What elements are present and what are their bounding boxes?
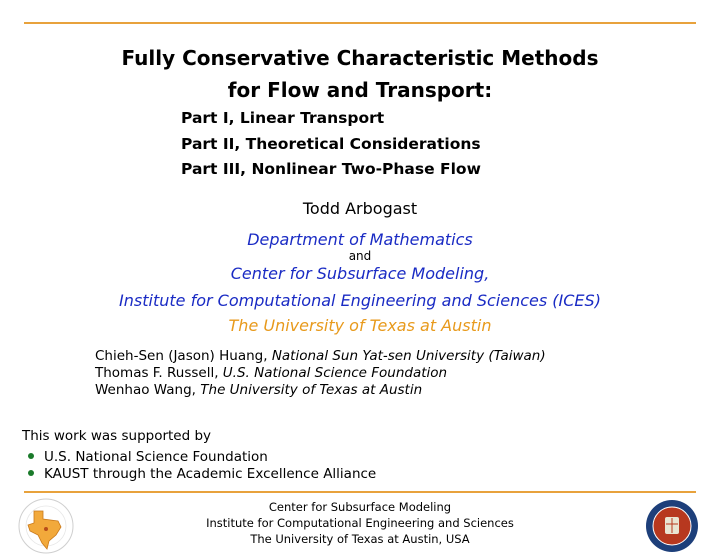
collaborator-2: [95, 365, 447, 381]
bottom-rule: [24, 491, 696, 493]
part-2: Part II, Theoretical Considerations: [181, 135, 481, 153]
bullet-icon: [28, 470, 34, 476]
collaborator-name: Thomas F. Russell,: [95, 365, 219, 381]
footer-line-3: The University of Texas at Austin, USA: [250, 532, 470, 546]
support-item-label: KAUST through the Academic Excellence Alliance: [44, 466, 377, 482]
footer-line-1: Center for Subsurface Modeling: [268, 500, 452, 514]
center-name: Center for Subsurface Modeling,: [230, 264, 490, 283]
collaborator-name: Wenhao Wang,: [95, 382, 196, 398]
title-line-1: Fully Conservative Characteristic Methods: [121, 46, 599, 70]
title-line-2: for Flow and Transport:: [227, 78, 493, 102]
department: Department of Mathematics: [247, 230, 473, 249]
support-intro: This work was supported by: [22, 428, 212, 444]
collaborator-name: Chieh-Sen (Jason) Huang,: [95, 348, 268, 364]
support-item: [28, 449, 268, 465]
collaborator-1: [95, 348, 546, 364]
collaborator-3: [95, 382, 422, 398]
footer-line-2: Institute for Computational Engineering and Sciences: [206, 516, 514, 530]
collaborator-org: U.S. National Science Foundation: [222, 365, 448, 381]
institute-name: Institute for Computational Engineering and Sciences (ICES): [119, 291, 601, 310]
university-name: The University of Texas at Austin: [228, 316, 492, 335]
ut-seal-icon: [645, 499, 699, 553]
bullet-icon: [28, 453, 34, 459]
collaborator-org: The University of Texas at Austin: [200, 382, 423, 398]
and-text: and: [348, 249, 372, 263]
support-item: [28, 466, 376, 482]
top-rule: [24, 22, 696, 24]
part-3: Part III, Nonlinear Two-Phase Flow: [181, 160, 481, 178]
support-item-label: U.S. National Science Foundation: [44, 449, 268, 465]
collaborator-org: National Sun Yat-sen University (Taiwan): [271, 348, 546, 364]
author-name: Todd Arbogast: [302, 199, 418, 218]
part-1: Part I, Linear Transport: [181, 109, 385, 127]
